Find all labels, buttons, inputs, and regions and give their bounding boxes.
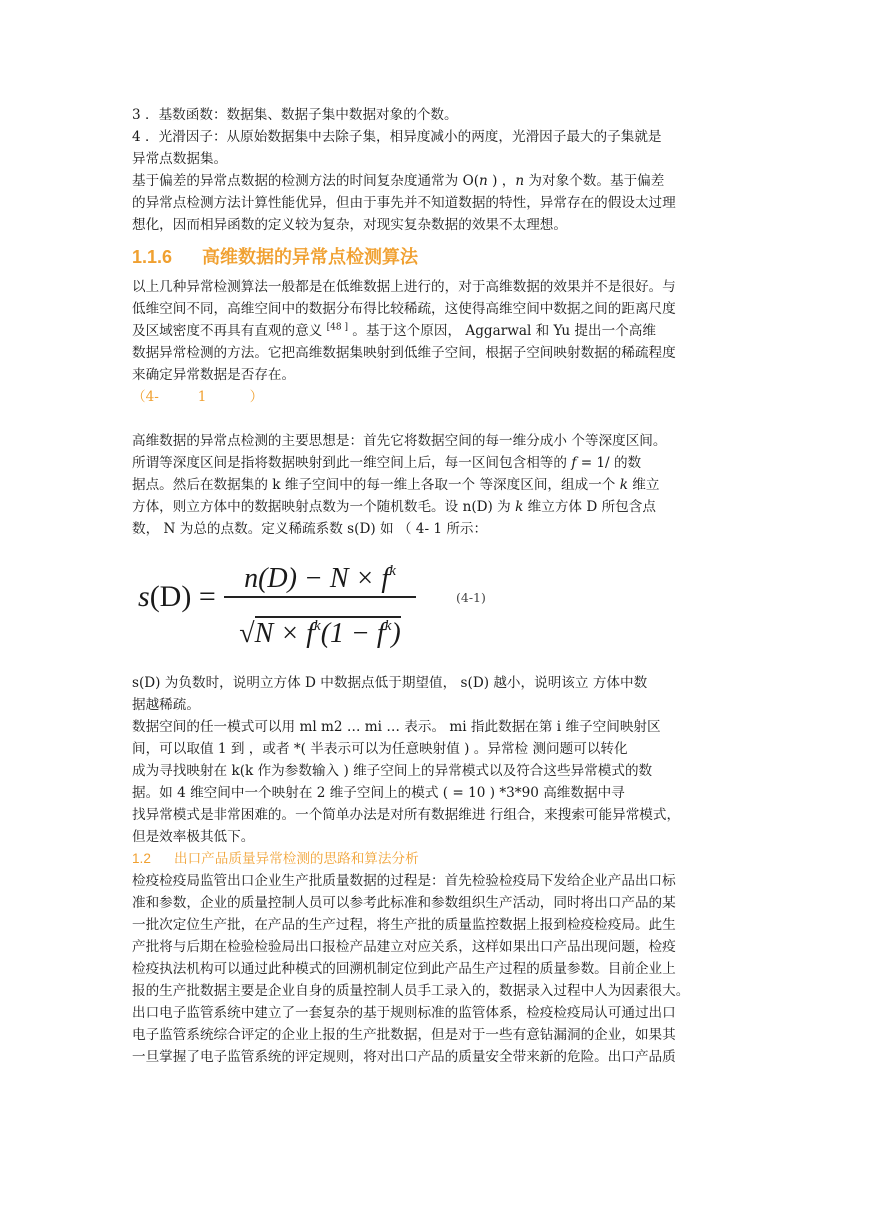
formula-lhs: s(D) = [138,580,216,613]
section-heading-1-1-6 [132,244,738,270]
text-line: 检疫执法机构可以通过此种模式的回溯机制定位到此产品生产过程的质量参数。目前企业上 [132,961,676,977]
text-line: 但是效率极其低下。 [132,829,255,845]
formula-denominator: $√N \times f^k(1 - f^k)$ [239,618,401,649]
text-line: 电子监管系统综合评定的企业上报的生产批数据，但是对于一些有意钻漏洞的企业，如果其 [132,1027,676,1043]
equation-number: (4-1) [456,590,486,605]
text-line: 基于偏差的异常点数据的检测方法的时间复杂度通常为 O(n ) ，n 为对象个数。基于偏差 [132,173,665,189]
text-line: 一批次定位生产批，在产品的生产过程，将生产批的质量监控数据上报到检疫检疫局。此生 [132,917,676,933]
text-line: 来确定异常数据是否存在。 [132,367,296,383]
text-line: 4 ．光滑因子：从原始数据集中去除子集，相异度减小的两度，光滑因子最大的子集就是 [132,129,662,145]
section-title: 高维数据的异常点检测算法 [202,247,418,267]
text-line: 据越稀疏。 [132,697,200,713]
section-title: 出口产品质量异常检测的思路和算法分析 [174,851,419,867]
text-line: s(D) 为负数时，说明立方体 D 中数据点低于期望值， s(D) 越小，说明该立 方体中数 [132,675,648,691]
document-page [132,104,738,1068]
sparsity-formula [132,548,738,668]
text-line: 出口电子监管系统中建立了一套复杂的基于规则标准的监管体系，检疫检疫局认可通过出口 [132,1005,676,1021]
text-line: 低维空间不同，高维空间中的数据分布得比较稀疏，这使得高维空间中数据之间的距离尺度 [132,301,676,317]
text-line: 找异常模式是非常困难的。一个简单办法是对所有数据维进 行组合，来搜索可能异常模式， [132,807,681,823]
citation-ref: [48 ] [326,322,348,333]
section-number: 1.2 [132,851,151,866]
text-line: 异常点数据集。 [132,151,228,167]
section-number: 1.1.6 [132,247,173,267]
text-line: 3 ．基数函数：数据集、数据子集中数据对象的个数。 [132,107,458,123]
text-line: 检疫检疫局监管出口企业生产批质量数据的过程是：首先检验检疫局下发给企业产品出口标 [132,873,676,889]
text-line: 数， N 为总的点数。定义稀疏系数 s(D) 如 （ 4- 1 所示： [132,521,488,537]
text-line: 想化，因而相异函数的定义较为复杂，对现实复杂数据的效果不太理想。 [132,217,567,233]
formula-fraction [224,548,416,650]
text-line: 高维数据的异常点检测的主要思想是：首先它将数据空间的每一维分成小 个等深度区间。 [132,433,667,449]
equation-label: （4- 1 ） [132,389,264,405]
text-line: 所谓等深度区间是指将数据映射到此一维空间上后，每一区间包含相等的 f = 1/ 的数 [132,455,642,471]
section-heading-1-2 [132,848,738,870]
text-line: 据。如 4 维空间中一个映射在 2 维子空间上的模式 ( = 10 ) *3*90 高维数据中寻 [132,785,625,801]
text-line: 据点。然后在数据集的 k 维子空间中的每一维上各取一个 等深度区间，组成一个 k 维立 [132,477,660,493]
text-line: 产批将与后期在检验检验局出口报检产品建立对应关系，这样如果出口产品出现问题，检疫 [132,939,676,955]
text-line: 的异常点检测方法计算性能优异，但由于事先并不知道数据的特性，异常存在的假设太过理 [132,195,676,211]
text-line: 准和参数，企业的质量控制人员可以参考此标准和参数组织生产活动，同时将出口产品的某 [132,895,676,911]
text-line: 报的生产批数据主要是企业自身的质量控制人员手工录入的，数据录入过程中人为因素很大。 [132,983,690,999]
fraction-bar [224,596,416,598]
text-line: 数据空间的任一模式可以用 ml m2 … mi … 表示。 mi 指此数据在第 i 维子空间映射区 [132,719,661,735]
text-line: 一旦掌握了电子监管系统的评定规则，将对出口产品的质量安全带来新的危险。出口产品质 [132,1049,676,1065]
text-line: 成为寻找映射在 k(k 作为参数输入 ) 维子空间上的异常模式以及符合这些异常模式的数 [132,763,653,779]
text-line: 方体，则立方体中的数据映射点数为一个随机数毛。设 n(D) 为 k 维立方体 D 所包含点 [132,499,656,515]
text-line: 数据异常检测的方法。它把高维数据集映射到低维子空间，根据子空间映射数据的稀疏程度 [132,345,676,361]
text-line: 及区域密度不再具有直观的意义 [48 ] 。基于这个原因， Aggarwal 和 Yu 提出一个高维 [132,322,656,339]
text-line: 以上几种异常检测算法一般都是在低维数据上进行的，对于高维数据的效果并不是很好。与 [132,279,676,295]
formula-numerator: $n(D) - N \times f^k$ [244,563,396,594]
text-line: 间，可以取值 1 到 ，或者 *( 半表示可以为任意映射值 ) 。异常检 测问题可以转化 [132,741,628,757]
